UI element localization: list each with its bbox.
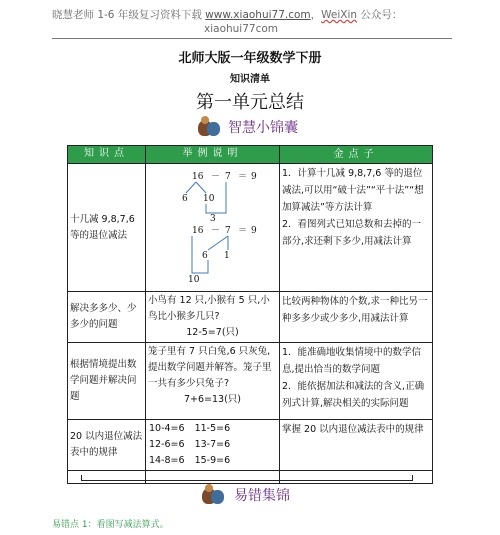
row-topic: 20 以内退位减法表中的规律 — [68, 420, 146, 471]
diagram1-num: 7 — [225, 172, 231, 182]
calc-row — [148, 437, 277, 453]
diagram1-op: － — [211, 172, 221, 182]
diagram2-num: 16 — [192, 226, 204, 236]
mascot-icon — [198, 116, 222, 138]
header-text: 晓慧老师 1-6 年级复习资料下载 — [52, 9, 206, 21]
column-header-tips: 金点子 — [280, 146, 433, 164]
row-tip: 掌握 20 以内退位减法表中的规律 — [280, 420, 433, 471]
calc: 11-5=6 — [194, 423, 231, 434]
knowledge-table — [67, 145, 433, 484]
diagram2-part: 1 — [224, 251, 230, 261]
row-tip: 比较两种物体的个数,求一种比另一种多多少或少多少,用减法计算 — [280, 292, 433, 343]
table-row — [68, 164, 433, 292]
diagram2-eq: ＝ — [238, 226, 248, 236]
diagram2-result: 10 — [188, 275, 200, 284]
calc: 13-7=6 — [194, 439, 231, 450]
example-text: 笼子里有 7 只白兔,6 只灰兔,提出数学问题并解答。笼子里一共有多少只兔子? — [148, 346, 272, 389]
section-tips-label: 智慧小锦囊 — [228, 120, 298, 136]
table-bracket-divider — [81, 475, 413, 481]
diagram2-num: 9 — [251, 226, 257, 236]
unit-title: 第一单元总结 — [196, 92, 304, 113]
calc-row — [148, 453, 277, 469]
calc: 10-4=6 — [149, 423, 185, 434]
document-title: 北师大版一年级数学下册 — [178, 51, 322, 66]
calc: 12-6=6 — [149, 439, 185, 450]
section-mistakes-heading — [202, 484, 290, 506]
page-header — [52, 8, 452, 39]
diagram1-num: 9 — [251, 172, 257, 182]
calc-row — [148, 421, 277, 437]
header-account: xiaohui77com — [204, 23, 279, 35]
row-example — [146, 164, 280, 292]
row-topic: 解决多多少、少多少的问题 — [68, 292, 146, 343]
table-row — [68, 343, 433, 420]
mascot-icon — [202, 484, 226, 506]
row-example — [146, 343, 280, 420]
diagram2-num: 7 — [225, 226, 231, 236]
row-example — [146, 292, 280, 343]
row-topic: 十几减 9,8,7,6 等的退位减法 — [68, 164, 146, 292]
header-text-2: 公众号： — [357, 9, 403, 21]
tip-text: 1．能准确地收集情境中的数学信息,提出恰当的数学问题 2．能依据加法和减法的含义,正确列式计算,解决相关的实际问题 — [282, 347, 425, 409]
diagram1-part: 10 — [203, 194, 215, 204]
row-topic: 根据情境提出数学问题并解决问题 — [68, 343, 146, 420]
row-tip — [280, 164, 433, 292]
diagram1-part: 6 — [182, 194, 188, 204]
diagram2-part: 6 — [202, 251, 208, 261]
column-header-example: 举例说明 — [146, 146, 280, 164]
section-tips-heading — [198, 116, 298, 138]
table-header-row — [68, 146, 433, 164]
example-equation: 7+6=13(只) — [183, 394, 241, 405]
tip-text: 1．计算十几减 9,8,7,6 等的退位减法,可以用“破十法”“平十法”“想加算减法”等方法计算 2．看图列式已知总数和去掉的一部分,求还剩下多少,用减法计算 — [282, 168, 424, 247]
diagram2-op: － — [211, 226, 221, 236]
section-mistakes-label: 易错集锦 — [234, 488, 290, 504]
calc: 14-8=6 — [149, 455, 185, 466]
mistake-point-1: 易错点 1：看图写减法算式。 — [52, 520, 169, 530]
example-text: 小鸟有 12 只,小猴有 5 只,小鸟比小猴多几只? — [148, 295, 270, 322]
header-website-link[interactable]: www.xiaohui77.com — [205, 9, 311, 21]
row-example — [146, 420, 280, 471]
row-tip — [280, 343, 433, 420]
diagram1-eq: ＝ — [238, 172, 248, 182]
column-header-knowledge: 知识点 — [68, 146, 146, 164]
table-row — [68, 420, 433, 471]
example-equation: 12-5=7(只) — [186, 327, 239, 338]
header-separator: ， — [310, 9, 322, 21]
document-subtitle: 知识清单 — [230, 74, 270, 85]
calc: 15-9=6 — [194, 455, 231, 466]
diagram1-num: 16 — [192, 172, 204, 182]
table-row — [68, 292, 433, 343]
header-weixin: WeiXin — [321, 9, 358, 21]
diagram1-result: 3 — [210, 214, 216, 224]
decomposition-diagram — [148, 165, 277, 284]
